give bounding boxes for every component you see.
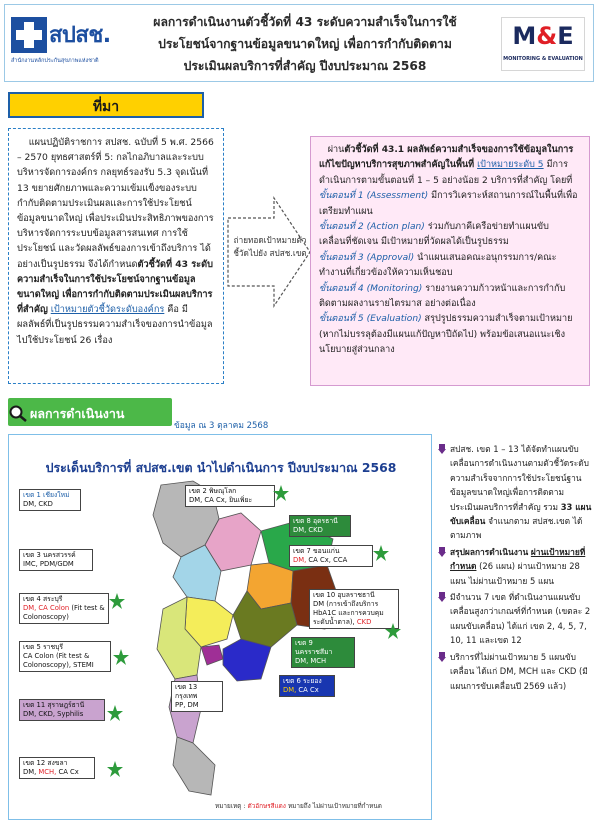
data-date: ข้อมูล ณ 3 ตุลาคม 2568	[174, 421, 269, 431]
zone-10-label: เขต 10 อุบลราชธานี DM (การเข้าถึงบริการ HbA1C และการควบคุมระดับน้ำตาล), CKD	[309, 589, 399, 629]
me-logo-text: M&E	[512, 22, 574, 50]
star-icon	[373, 545, 389, 561]
zone-13-label: เขต 13 กรุงเทพ PP, DM	[171, 681, 223, 712]
arrow-down-icon	[438, 592, 446, 602]
background-label: ที่มา	[92, 99, 120, 115]
region-12-shape	[173, 737, 215, 795]
zone-3-label: เขต 3 นครสวรรค์ IMC, PDM/GDM	[19, 549, 93, 571]
summary-item-2: สรุปผลการดำเนินงาน ผ่านเป้าหมายที่กำหนด (26 แผน) ผ่านเป้าหมาย 28 แผน ไม่ผ่านเป้าหมาย 5 แผน	[438, 545, 592, 588]
zone-1-label: เขต 1 เชียงใหม่ DM, CKD	[19, 489, 81, 511]
arrow-down-icon	[438, 444, 446, 454]
zone-2-label: เขต 2 พิษณุโลก DM, CA Cx, ยินเพิ่ยะ	[185, 485, 275, 507]
nhso-logo	[11, 13, 123, 73]
arrow-down-icon	[438, 652, 446, 662]
zone-8-label: เขต 8 อุดรธานี DM, CKD	[289, 515, 351, 537]
zone-12-label: เขต 12 สงขลา DM, MCH, CA Cx	[19, 757, 95, 779]
results-label: ผลการดำเนินงาน	[30, 406, 125, 421]
zone-9-label: เขต 9 นครราชสีมา DM, MCH	[291, 637, 355, 668]
page-title-line-2: ประโยชน์จากฐานข้อมูลขนาดใหญ่ เพื่อการกำกับติดตาม	[158, 37, 452, 51]
star-icon	[273, 485, 289, 501]
page-title-line-3: ประเมินผลบริการที่สำคัญ ปีงบประมาณ 2568	[183, 59, 427, 73]
map-note: หมายเหตุ : ตัวอักษรสีแดง หมายถึง ไม่ผ่านเป้าหมายที่กำหนด	[215, 802, 382, 810]
map-panel	[8, 434, 432, 820]
criteria-step-1: ขั้นตอนที่ 1 (Assessment) มีการวิเคราะห์สถานการณ์ในพื้นที่เพื่อเตรียมทำแผน	[319, 191, 578, 217]
criteria-step-5: ขั้นตอนที่ 5 (Evaluation) สรุปรูปธรรมความสำเร็จตามเป้าหมาย (หากไม่บรรลุต้องมีแผนแก้ปัญหาปีถัดไป) พร้อมข้อเสนอแนะเชิงนโยบายสู่ส่วนกลาง	[319, 314, 573, 356]
zone-7-label: เขต 7 ขอนแก่น DM, CA Cx, CCA	[289, 545, 373, 567]
criteria-step-3: ขั้นตอนที่ 3 (Approval) นำแผนเสนอคณะอนุกรรมการ/คณะทำงานที่เกี่ยวข้องให้ความเห็นชอบ	[319, 252, 557, 279]
criteria-step-4: ขั้นตอนที่ 4 (Monitoring) รายงานความก้าวหน้าและการกำกับติดตามผลงานรายไตรมาส อย่างต่อเนื่อง	[319, 283, 566, 310]
star-icon	[113, 649, 129, 665]
star-icon	[109, 593, 125, 609]
me-logo	[501, 17, 585, 71]
background-paragraph: แผนปฏิบัติราชการ สปสช. ฉบับที่ 5 พ.ศ. 2566 – 2570 ยุทธศาสตร์ที่ 5: กลไกอภิบาลและระบบบริหารจัดการองค์กร กลยุทธ์รองรับ 5.3 จุดเน้นที่ 13 ขยายศักยภาพและความเข้มแข็งของระบบกำกับติดตามประเมินผลและการใช้ประโยชน์ข้อมูลขนาดใหญ่ เพื่อประเมินประสิทธิภาพของการบริหารจัดการระบบข้อมูลสารสนเทศ การใช้ประโยชน์ และวัดผลลัพธ์ของการเข้าถึงบริการ ได้อย่างเป็นรูปธรรม จึงได้กำหนดตัวชี้วัดที่ 43 ระดับความสำเร็จในการใช้ประโยชน์จากฐานข้อมูลขนาดใหญ่ เพื่อการกำกับติดตามประเมินผลบริการที่สำคัญ เป้าหมายตัวชี้วัดระดับองค์กร คือ มีผลลัพธ์ที่เป็นรูปธรรมความสำเร็จของการนำข้อมูลไปใช้ประโยชน์ 26 เรื่อง	[17, 137, 214, 346]
me-logo-subtitle: MONITORING & EVALUATION	[503, 56, 583, 62]
background-box	[8, 128, 224, 384]
region-13-shape	[201, 645, 223, 665]
magnifier-icon	[8, 404, 28, 422]
logo-subtitle: สำนักงานหลักประกันสุขภาพแห่งชาติ	[11, 58, 99, 64]
arrow-caption: ถ่ายทอดเป้าหมายตัวชี้วัดไปยัง สปสช.เขต	[233, 235, 307, 258]
logo-text: สปสช.	[49, 23, 111, 48]
arrow-down-icon	[438, 547, 446, 557]
zone-11-label: เขต 11 สุราษฎร์ธานี DM, CKD, Syphilis	[19, 699, 105, 721]
zone-6-label: เขต 6 ระยอง DM, CA Cx	[279, 675, 335, 697]
star-icon	[107, 761, 123, 777]
criteria-box	[310, 136, 590, 386]
zone-5-label: เขต 5 ราชบุรี CA Colon (Fit test & Colonoscopy), STEMI	[19, 641, 111, 672]
region-6-shape	[223, 639, 271, 681]
background-banner	[8, 92, 204, 118]
summary-list	[438, 442, 592, 695]
summary-item-4: บริการที่ไม่ผ่านเป้าหมาย 5 แผนขับเคลื่อน ได้แก่ DM, MCH และ CKD (มีแผนการขับเคลื่อนปี 2569 แล้ว)	[438, 650, 592, 693]
star-icon	[107, 705, 123, 721]
summary-item-3: มีจำนวน 7 เขต ที่ดำเนินงานแผนขับเคลื่อนสูงกว่าเกณฑ์ที่กำหนด (เขตละ 2 แผนขับเคลื่อน) ได้แก่ เขต 2, 4, 5, 7, 10, 11 และเขต 12	[438, 590, 592, 648]
map-title: ประเด็นบริการที่ สปสช.เขต นำไปดำเนินการ ปีงบประมาณ 2568	[45, 460, 397, 475]
page-title-line-1: ผลการดำเนินงานตัวชี้วัดที่ 43 ระดับความสำเร็จในการใช้	[153, 15, 457, 29]
medical-cross-icon	[11, 17, 47, 53]
header	[4, 4, 594, 82]
star-icon	[385, 623, 401, 639]
criteria-step-2: ขั้นตอนที่ 2 (Action plan) ร่วมกับภาคีเครือข่ายทำแผนขับเคลื่อนที่ชัดเจน มีเป้าหมายที่วัดผลได้เป็นรูปธรรม	[319, 222, 549, 248]
criteria-text: ผ่านตัวชี้วัดที่ 43.1 ผลลัพธ์ความสำเร็จของการใช้ข้อมูลในการแก้ไขปัญหาบริการสุขภาพสำคัญในพื้นที่ เป้าหมายระดับ 5 มีการดำเนินการตามขั้นตอนที่ 1 – 5 อย่างน้อย 2 บริการที่สำคัญ โดยที่ ขั้นตอนที่ 1 (Assessment) มีการวิเคราะห์สถานการณ์ในพื้นที่เพื่อเตรียมทำแผน ขั้นตอนที่ 2 (Action plan) ร่วมกับภาคีเครือข่ายทำแผนขับเคลื่อนที่ชัดเจน มีเป้าหมายที่วัดผลได้เป็นรูปธรรม ขั้นตอนที่ 3 (Approval) นำแผนเสนอคณะอนุกรรมการ/คณะทำงานที่เกี่ยวข้องให้ความเห็นชอบ ขั้นตอนที่ 4 (Monitoring) รายงานความก้าวหน้าและการกำกับติดตามผลงานรายไตรมาส อย่างต่อเนื่อง ขั้นตอนที่ 5 (Evaluation) สรุปรูปธรรมความสำเร็จตามเป้าหมาย (หากไม่บรรลุต้องมีแผนแก้ปัญหาปีถัดไป) พร้อมข้อเสนอแนะเชิงนโยบายสู่ส่วนกลาง	[311, 137, 589, 359]
summary-item-1: สปสช. เขต 1 – 13 ได้จัดทำแผนขับเคลื่อนการดำเนินงานตามตัวชี้วัดระดับความสำเร็จจากการใช้ประโยชน์ฐานข้อมูลขนาดใหญ่เพื่อการติดตามประเมินผลบริการที่สำคัญ รวม 33 แผนขับเคลื่อน จำแนกตาม สปสช.เขต ได้ตามภาพ	[438, 442, 592, 543]
zone-4-label: เขต 4 สระบุรี DM, CA Colon (Fit test & Colonoscopy)	[19, 593, 109, 624]
